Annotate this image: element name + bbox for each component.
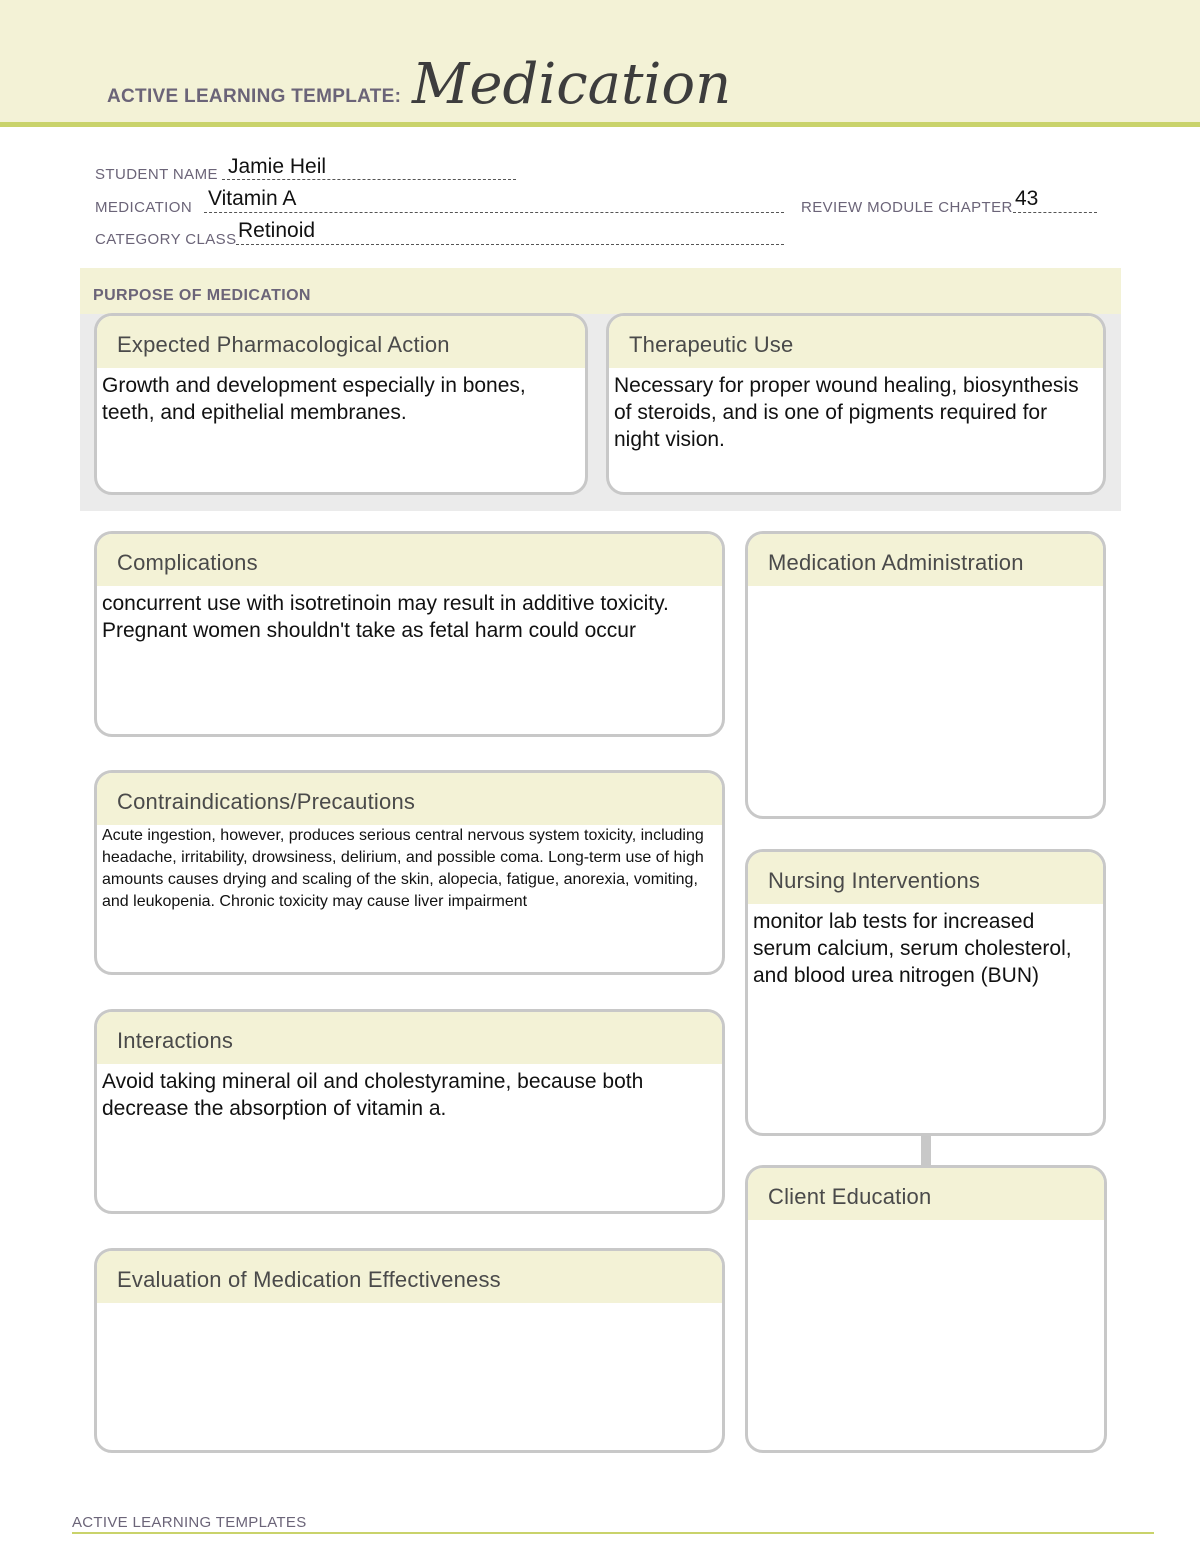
medication-administration-heading: Medication Administration	[748, 534, 1103, 586]
medication-administration-card	[745, 531, 1106, 819]
complications-heading: Complications	[97, 534, 722, 586]
card-connector	[921, 1135, 931, 1166]
template-label: ACTIVE LEARNING TEMPLATE:	[107, 86, 402, 107]
category-class-field[interactable]: Retinoid	[238, 219, 316, 242]
student-name-field[interactable]: Jamie Heil	[228, 155, 327, 178]
footer-rule	[72, 1532, 1154, 1534]
client-education-heading: Client Education	[748, 1168, 1104, 1220]
evaluation-heading: Evaluation of Medication Effectiveness	[97, 1251, 722, 1303]
page-title: Medication	[412, 52, 732, 117]
medication-administration-text[interactable]	[748, 586, 1103, 590]
interactions-card	[94, 1009, 725, 1214]
interactions-heading: Interactions	[97, 1012, 722, 1064]
contraindications-card	[94, 770, 725, 975]
nursing-interventions-text[interactable]: monitor lab tests for increased serum calcium, serum cholesterol, and blood urea nitrogen (BUN)	[753, 910, 1072, 987]
footer-label: ACTIVE LEARNING TEMPLATES	[72, 1514, 307, 1531]
medication-line	[204, 212, 784, 213]
expected-action-heading: Expected Pharmacological Action	[97, 316, 585, 368]
header-rule	[0, 122, 1200, 127]
review-module-line	[1013, 212, 1097, 213]
evaluation-card	[94, 1248, 725, 1453]
complications-text[interactable]: concurrent use with isotretinoin may result in additive toxicity. Pregnant women shouldn't take as fetal harm could occur	[102, 592, 669, 642]
student-name-line	[222, 179, 516, 180]
review-module-field[interactable]: 43	[1015, 187, 1039, 210]
purpose-label: PURPOSE OF MEDICATION	[93, 287, 311, 304]
nursing-interventions-heading: Nursing Interventions	[748, 852, 1103, 904]
nursing-interventions-card	[745, 849, 1106, 1136]
evaluation-text[interactable]	[97, 1303, 722, 1307]
client-education-text[interactable]	[748, 1220, 1104, 1224]
medication-label: MEDICATION	[95, 199, 193, 216]
therapeutic-use-heading: Therapeutic Use	[609, 316, 1103, 368]
category-class-line	[236, 244, 784, 245]
contraindications-text[interactable]: Acute ingestion, however, produces serious central nervous system toxicity, including headache, irritability, drowsiness, delirium, and possible coma. Long-term use of high amounts causes drying and scaling of the skin, alopecia, fatigue, anorexia, vomiting, and leukopenia. Chronic toxicity may cause liver impairment	[102, 827, 704, 910]
medication-field[interactable]: Vitamin A	[208, 187, 297, 210]
review-module-label: REVIEW MODULE CHAPTER	[801, 199, 1013, 216]
category-class-label: CATEGORY CLASS	[95, 231, 237, 248]
expected-action-text[interactable]: Growth and development especially in bones, teeth, and epithelial membranes.	[102, 374, 526, 424]
contraindications-heading: Contraindications/Precautions	[97, 773, 722, 825]
client-education-card	[745, 1165, 1107, 1453]
therapeutic-use-text[interactable]: Necessary for proper wound healing, biosynthesis of steroids, and is one of pigments required for night vision.	[614, 374, 1079, 451]
therapeutic-use-card	[606, 313, 1106, 495]
interactions-text[interactable]: Avoid taking mineral oil and cholestyramine, because both decrease the absorption of vitamin a.	[102, 1070, 644, 1120]
complications-card	[94, 531, 725, 737]
student-name-label: STUDENT NAME	[95, 166, 218, 183]
expected-action-card	[94, 313, 588, 495]
